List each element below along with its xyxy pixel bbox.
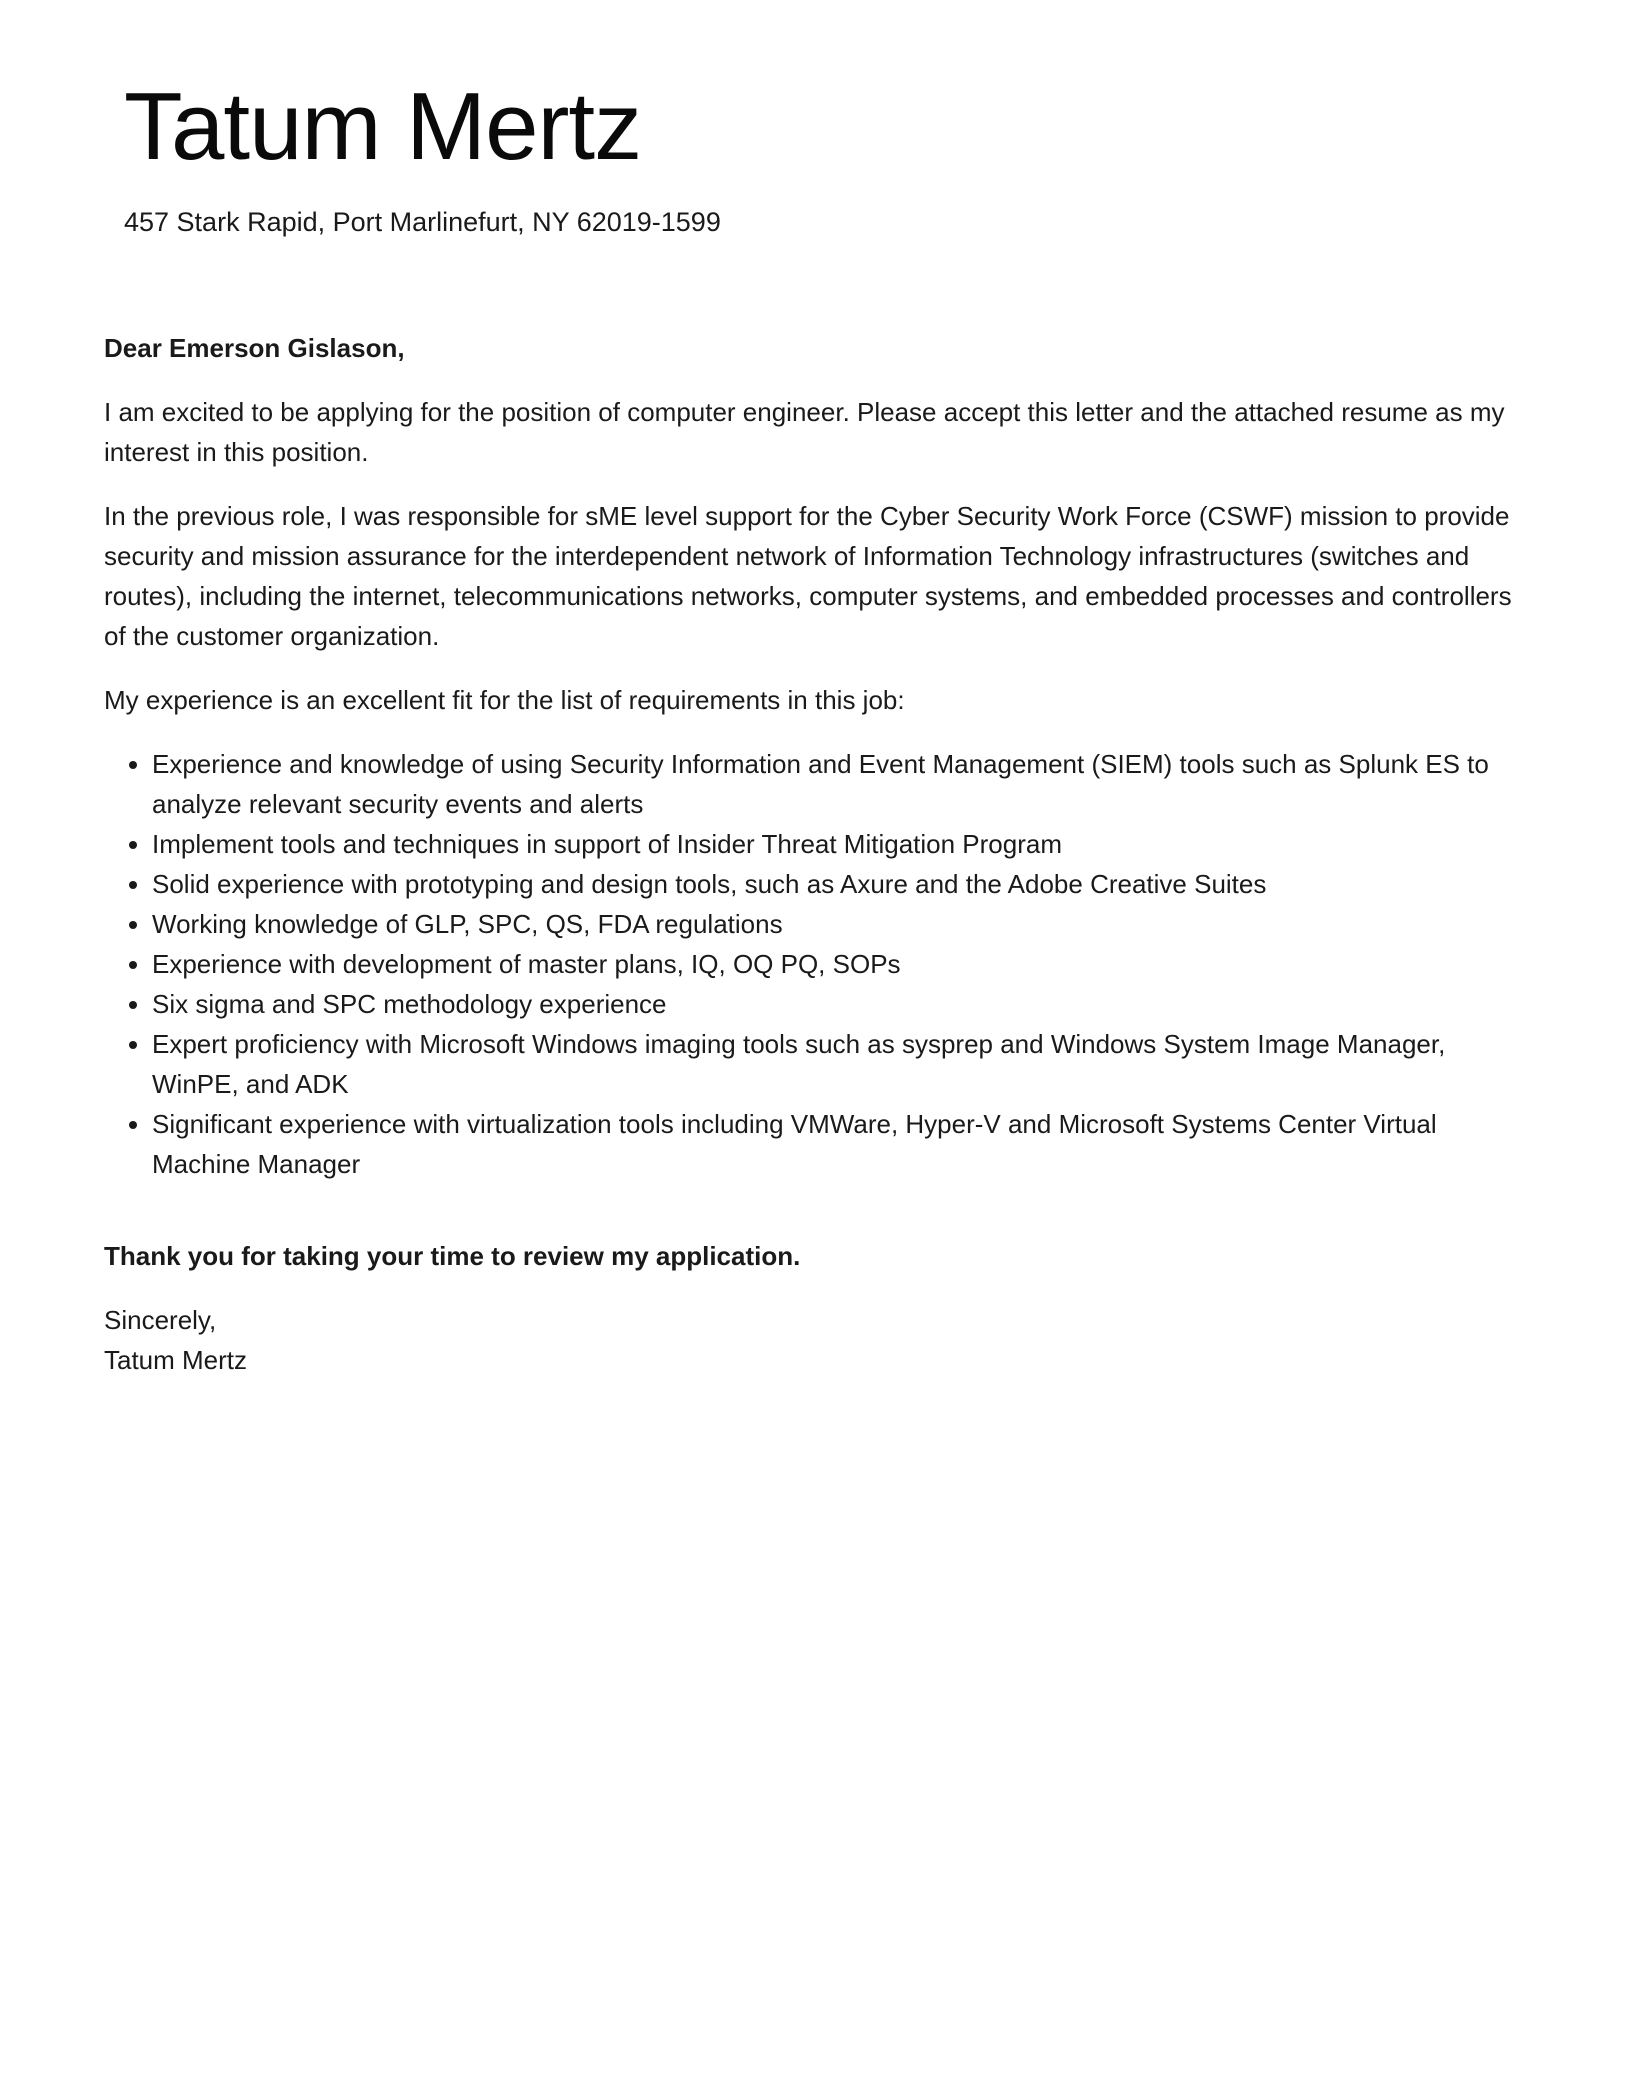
list-item: • Six sigma and SPC methodology experience <box>152 984 1528 1024</box>
list-item: • Expert proficiency with Microsoft Windows imaging tools such as sysprep and Windows System Image Manager, WinPE, and ADK <box>152 1024 1528 1104</box>
experience-paragraph: In the previous role, I was responsible for sME level support for the Cyber Security Work Force (CSWF) mission to provide security and mission assurance for the interdependent network of Information Technology infrastructures (switches and routes), including the internet, telecommunications networks, computer systems, and embedded processes and controllers of the customer organization. <box>104 501 1512 651</box>
list-item: • Solid experience with prototyping and design tools, such as Axure and the Adobe Creative Suites <box>152 864 1528 904</box>
list-item: • Experience with development of master plans, IQ, OQ PQ, SOPs <box>152 944 1528 984</box>
letter-body <box>104 328 1528 1380</box>
salutation: Dear Emerson Gislason, <box>104 333 405 363</box>
list-item: • Experience and knowledge of using Security Information and Event Management (SIEM) tools such as Splunk ES to analyze relevant security events and alerts <box>152 744 1528 824</box>
letter-header <box>124 72 1524 240</box>
list-item: • Significant experience with virtualization tools including VMWare, Hyper-V and Microsoft Systems Center Virtual Machine Manager <box>152 1104 1528 1184</box>
requirements-list <box>104 744 1528 1184</box>
intro-paragraph: I am excited to be applying for the position of computer engineer. Please accept this letter and the attached resume as my interest in this position. <box>104 397 1505 467</box>
applicant-address: 457 Stark Rapid, Port Marlinefurt, NY 62019-1599 <box>124 207 721 237</box>
signoff: Sincerely, <box>104 1305 217 1335</box>
closing-line: Thank you for taking your time to review my application. <box>104 1241 801 1271</box>
list-item: • Implement tools and techniques in support of Insider Threat Mitigation Program <box>152 824 1528 864</box>
signature-name: Tatum Mertz <box>104 1345 248 1375</box>
applicant-name: Tatum Mertz <box>124 73 642 180</box>
requirements-intro: My experience is an excellent fit for the list of requirements in this job: <box>104 685 905 715</box>
list-item: • Working knowledge of GLP, SPC, QS, FDA regulations <box>152 904 1528 944</box>
